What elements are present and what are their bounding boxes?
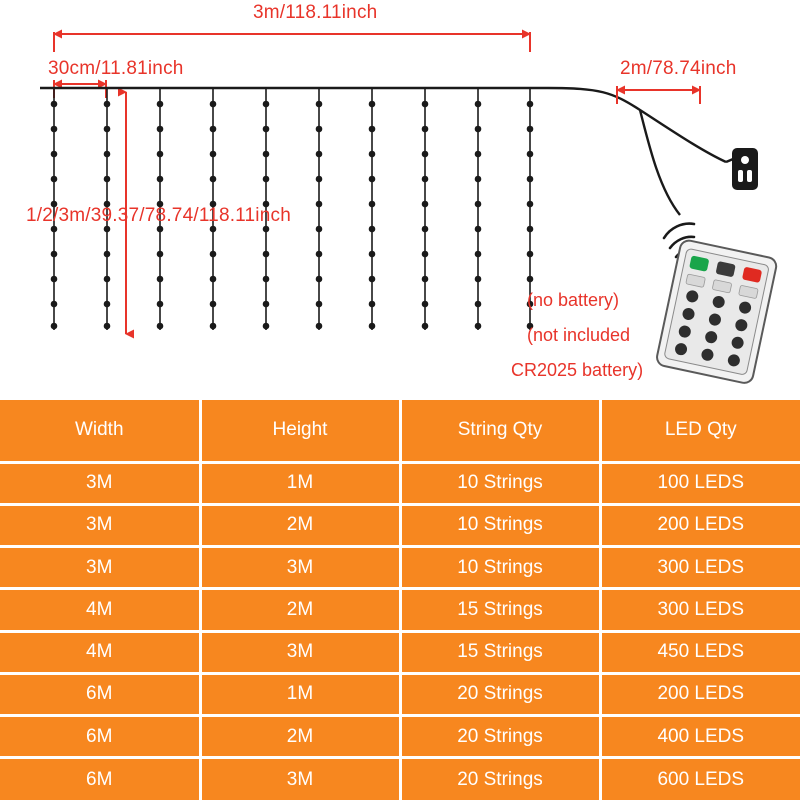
cell-height: 2M — [200, 716, 400, 758]
table-row — [0, 547, 800, 589]
cell-width: 3M — [0, 462, 200, 504]
cell-led-qty: 300 LEDS — [600, 547, 800, 589]
cell-led-qty: 300 LEDS — [600, 589, 800, 631]
cell-width: 3M — [0, 547, 200, 589]
drop-wire — [640, 110, 680, 215]
cell-led-qty: 200 LEDS — [600, 504, 800, 546]
width-dimension-label: 3m/118.11inch — [253, 2, 378, 23]
battery-note-line-3: CR2025 battery) — [511, 360, 644, 380]
cell-height: 3M — [200, 758, 400, 800]
table-row — [0, 631, 800, 673]
cell-string-qty: 20 Strings — [400, 673, 600, 715]
lead-wire-dimension-label: 2m/78.74inch — [620, 58, 737, 79]
battery-note-line-1: (no battery) — [527, 290, 620, 310]
cell-height: 2M — [200, 589, 400, 631]
table-row — [0, 758, 800, 800]
column-header-width: Width — [0, 400, 200, 462]
cell-led-qty: 200 LEDS — [600, 673, 800, 715]
remote-control — [655, 239, 777, 385]
specification-table-container — [0, 400, 800, 800]
table-row — [0, 462, 800, 504]
cell-string-qty: 10 Strings — [400, 547, 600, 589]
table-row — [0, 716, 800, 758]
cell-height: 3M — [200, 631, 400, 673]
column-header-led-qty: LED Qty — [600, 400, 800, 462]
cell-height: 2M — [200, 504, 400, 546]
spacing-dimension-label: 30cm/11.81inch — [48, 58, 184, 79]
table-header-row — [0, 400, 800, 462]
cell-led-qty: 100 LEDS — [600, 462, 800, 504]
cell-string-qty: 15 Strings — [400, 631, 600, 673]
table-row — [0, 673, 800, 715]
lead-wire-dimension — [617, 86, 700, 104]
cell-height: 1M — [200, 673, 400, 715]
table-row — [0, 504, 800, 546]
cell-string-qty: 10 Strings — [400, 462, 600, 504]
table-row — [0, 589, 800, 631]
cell-string-qty: 20 Strings — [400, 758, 600, 800]
cell-string-qty: 20 Strings — [400, 716, 600, 758]
column-header-string-qty: String Qty — [400, 400, 600, 462]
cell-height: 3M — [200, 547, 400, 589]
cell-string-qty: 10 Strings — [400, 504, 600, 546]
main-top-wire — [40, 88, 726, 162]
column-header-height: Height — [200, 400, 400, 462]
height-dimension-label: 1/2/3m/39.37/78.74/118.11inch — [26, 205, 291, 226]
cell-height: 1M — [200, 462, 400, 504]
width-dimension-line — [54, 32, 530, 52]
battery-note-line-2: (not included — [527, 325, 631, 345]
cell-led-qty: 450 LEDS — [600, 631, 800, 673]
cell-width: 6M — [0, 673, 200, 715]
cell-led-qty: 600 LEDS — [657, 768, 745, 790]
cell-string-qty: 15 Strings — [400, 589, 600, 631]
cell-width: 4M — [0, 631, 200, 673]
cell-led-qty: 400 LEDS — [600, 716, 800, 758]
cell-width: 6M — [0, 716, 200, 758]
cell-width: 4M — [0, 589, 200, 631]
cell-width: 6M — [0, 758, 200, 800]
battery-box — [726, 148, 758, 190]
specification-table — [0, 400, 800, 800]
cell-width: 3M — [0, 504, 200, 546]
